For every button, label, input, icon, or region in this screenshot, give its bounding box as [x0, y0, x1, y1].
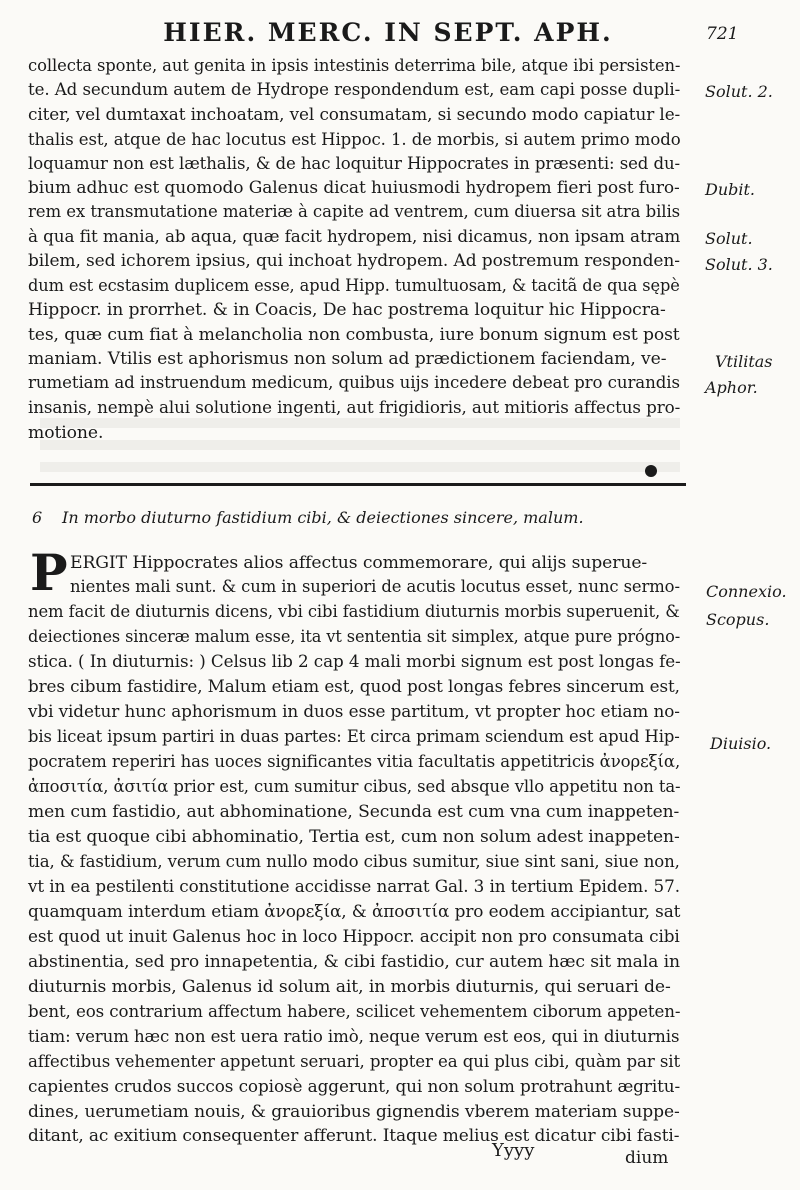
text-line: capientes crudos succos copiosè aggerunt, qui non solum protrahunt ægritu-: [28, 1077, 681, 1097]
aphorism-number: 6: [32, 508, 43, 527]
text-line: motione.: [28, 423, 104, 443]
text-line: abstinentia, sed pro innapetentia, & cibi fastidio, cur autem hæc sit mala in: [28, 952, 680, 972]
text-line: nem facit de diuturnis dicens, vbi cibi fastidium diuturnis morbis superuenit, &: [28, 602, 680, 622]
text-line: bilem, sed ichorem ipsius, qui inchoat hydropem. Ad postremum responden-: [28, 251, 680, 271]
text-line: men cum fastidio, aut abhominatione, Secunda est cum vna cum inappeten-: [28, 802, 680, 822]
text-line: est quod ut inuit Galenus hoc in loco Hippocr. accipit non pro consumata cibi: [28, 927, 680, 947]
text-line: à qua fit mania, ab aqua, quæ facit hydropem, nisi dicamus, non ipsam atram: [28, 227, 681, 247]
signature-mark: Yyyy: [492, 1140, 535, 1161]
text-line: ἀποσιτία, ἀσιτία prior est, cum sumitur cibus, sed absque vllo appetitu non ta-: [28, 777, 681, 797]
margin-note: Connexio.: [706, 582, 787, 601]
margin-note: Solut. 3.: [705, 255, 773, 274]
page-number: 721: [706, 24, 739, 44]
text-line: tia est quoque cibi abhominatio, Tertia est, cum non solum adest inappeten-: [28, 827, 680, 847]
text-line: vt in ea pestilenti constitutione accidisse narrat Gal. 3 in tertium Epidem. 57.: [28, 877, 680, 897]
margin-note: Solut.: [705, 229, 753, 248]
text-line: loquamur non est læthalis, & de hac loquitur Hippocrates in præsenti: sed du-: [28, 154, 681, 174]
text-line: dum est ecstasim duplicem esse, apud Hipp. tumultuosam, & tacitã de qua sępè: [28, 276, 680, 296]
text-line: nientes mali sunt. & cum in superiori de acutis locutus esset, nunc sermo-: [70, 577, 680, 597]
running-head: HIER. MERC. IN SEPT. APH.: [163, 18, 613, 47]
text-line: dines, uerumetiam nouis, & grauioribus gignendis vberem materiam suppe-: [28, 1102, 680, 1122]
text-line: tes, quæ cum fiat à melancholia non combusta, iure bonum signum est post: [28, 325, 680, 345]
text-line: vbi videtur hunc aphorismum in duos esse partitum, vt propter hoc etiam no-: [28, 702, 680, 722]
margin-note: Scopus.: [706, 610, 770, 629]
text-line: diuturnis morbis, Galenus id solum ait, in morbis diuturnis, qui seruari de-: [28, 977, 671, 997]
text-line: tiam: verum hæc non est uera ratio imò, neque verum est eos, qui in diuturnis: [28, 1027, 680, 1047]
text-line: insanis, nempè alui solutione ingenti, aut frigidioris, aut mitioris affectus pro-: [28, 398, 681, 418]
text-line: rem ex transmutatione materiæ à capite ad ventrem, cum diuersa sit atra bilis: [28, 202, 681, 222]
text-line: quamquam interdum etiam ἀνορεξία, & ἀποσιτία pro eodem accipiantur, sat: [28, 902, 681, 922]
text-line: ditant, ac exitium consequenter afferunt. Itaque melius est dicatur cibi fasti-: [28, 1126, 680, 1146]
text-line: citer, vel dumtaxat inchoatam, vel consumatam, si secundo modo capiatur le-: [28, 105, 681, 125]
text-line: bent, eos contrarium affectum habere, scilicet vehementem ciborum appeten-: [28, 1002, 681, 1022]
text-line: affectibus vehementer appetunt seruari, propter ea qui plus cibi, quàm par sit: [28, 1052, 681, 1072]
margin-note: Solut. 2.: [705, 82, 773, 101]
aphorism-text: In morbo diuturno fastidium cibi, & deiectiones sincere, malum.: [62, 508, 584, 527]
text-line: te. Ad secundum autem de Hydrope respondendum est, eam capi posse dupli-: [28, 80, 681, 100]
margin-note: Vtilitas: [715, 352, 773, 371]
text-line: rumetiam ad instruendum medicum, quibus uijs incedere debeat pro curandis: [28, 373, 680, 393]
text-line: stica. ( In diuturnis: ) Celsus lib 2 cap 4 mali morbi signum est post longas fe-: [28, 652, 681, 672]
text-line: maniam. Vtilis est aphorismus non solum ad prædictionem faciendam, ve-: [28, 349, 667, 369]
text-line: bres cibum fastidire, Malum etiam est, quod post longas febres sincerum est,: [28, 677, 680, 697]
text-line: tia, & fastidium, verum cum nullo modo cibus sumitur, siue sint sani, siue non,: [28, 852, 680, 872]
text-line: bium adhuc est quomodo Galenus dicat huiusmodi hydropem fieri post furo-: [28, 178, 680, 198]
text-line: Hippocr. in prorrhet. & in Coacis, De hac postrema loquitur hic Hippocra-: [28, 300, 666, 320]
ink-dot: [645, 465, 657, 477]
margin-note: Aphor.: [705, 378, 758, 397]
text-line: thalis est, atque de hac locutus est Hippoc. 1. de morbis, si autem primo modo: [28, 130, 681, 150]
text-line: bis liceat ipsum partiri in duas partes: Et circa primam sciendum est apud Hip-: [28, 727, 680, 747]
bleed-through: [40, 418, 680, 484]
drop-cap: P: [30, 543, 68, 602]
text-line: ERGIT Hippocrates alios affectus commemorare, qui alijs superue-: [70, 553, 648, 573]
text-line: pocratem reperiri has uoces significantes vitia facultatis appetitricis ἀνορεξία,: [28, 752, 681, 772]
section-rule: [30, 483, 686, 486]
text-line: deiectiones sinceræ malum esse, ita vt sententia sit simplex, atque pure prógno-: [28, 627, 681, 647]
catchword: dium: [625, 1148, 669, 1168]
margin-note: Diuisio.: [710, 734, 772, 753]
margin-note: Dubit.: [705, 180, 756, 199]
text-line: collecta sponte, aut genita in ipsis intestinis deterrima bile, atque ibi persisten-: [28, 56, 681, 76]
